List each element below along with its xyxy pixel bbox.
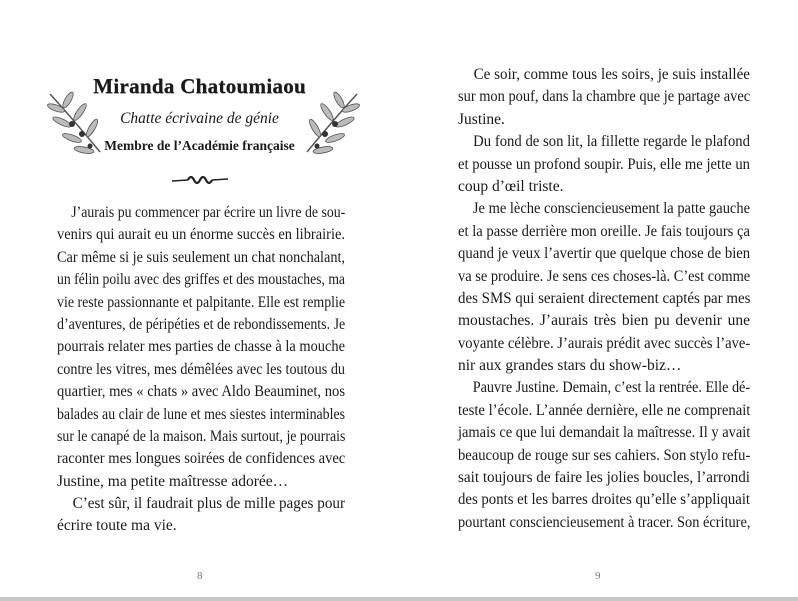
text-line: Ce soir, comme tous les soirs, je suis installée bbox=[473, 66, 750, 83]
ornament-divider-icon bbox=[172, 174, 228, 186]
text-line: Pauvre Justine. Demain, c’est la rentrée. Elle dé- bbox=[472, 379, 751, 397]
text-line: Je me lèche consciencieusement la patte gauche bbox=[472, 200, 750, 218]
text-line: pourtant consciencieusement à tracer. Son écriture, bbox=[458, 513, 751, 531]
left-page-text bbox=[57, 202, 345, 538]
page-number: 8 bbox=[197, 570, 203, 582]
text-line: quand je veux l’avertir que quelque chose de bien bbox=[458, 245, 751, 263]
text-line: sur mon pouf, dans la chambre que je partage avec bbox=[458, 88, 751, 106]
text-line: J’aurais pu commencer par écrire un livre de sou- bbox=[71, 204, 346, 221]
text-line: Du fond de son lit, la fillette regarde le plafond bbox=[473, 133, 750, 151]
author-membership: Membre de l’Académie française bbox=[104, 138, 295, 153]
text-line: balades au clair de lune et mes siestes interminables bbox=[57, 405, 345, 423]
viewer-bottom-edge bbox=[0, 597, 798, 601]
text-line: et la passe derrière mon oreille. Je fais toujours ça bbox=[458, 222, 750, 240]
text-line: beaucoup de rouge sur ses cahiers. Son stylo refu- bbox=[458, 446, 751, 464]
text-line: venirs qui aurait eu un énorme succès en librairie. bbox=[57, 226, 345, 244]
text-line: teste l’école. L’année dernière, elle ne comprenait bbox=[458, 401, 751, 419]
text-line: C’est sûr, il faudrait plus de mille pages pour bbox=[72, 495, 346, 513]
text-line: vie reste passionnante et palpitante. Elle est remplie bbox=[57, 293, 346, 311]
text-line: voyante célèbre. J’aurais prédit avec succès l’ave- bbox=[458, 334, 751, 352]
text-line: moustaches. J’aurais très bien pu devenir une bbox=[458, 312, 750, 330]
text-line: raconter mes longues soirées de confidences avec bbox=[57, 450, 346, 468]
right-page bbox=[399, 0, 798, 597]
text-line: va se produire. Je sens ces choses-là. C’est comme bbox=[458, 267, 751, 285]
left-page bbox=[0, 0, 399, 597]
author-subtitle: Chatte écrivaine de génie bbox=[120, 110, 279, 127]
text-line: des SMS qui seraient directement captés par mes bbox=[458, 289, 751, 307]
text-line: sait toujours de faire les jolies boucles, l’arrondi bbox=[458, 469, 750, 487]
text-line: et pousse un profond soupir. Puis, elle me jette un bbox=[458, 155, 750, 173]
text-line: pourrais relater mes parties de chasse à la mouche bbox=[57, 338, 345, 356]
text-line: d’aventures, de péripéties et de rebondissements. Je bbox=[57, 315, 346, 333]
text-line: Car même si je suis seulement un chat nonchalant, bbox=[57, 248, 345, 266]
right-page-text bbox=[458, 64, 750, 534]
text-line: jamais ce que lui demandait la maîtresse. Il y avait bbox=[458, 424, 751, 442]
text-line: Justine. bbox=[458, 110, 505, 128]
text-line: Justine, ma petite maîtresse adorée… bbox=[57, 472, 289, 490]
text-line: coup d’œil triste. bbox=[458, 177, 564, 195]
text-line: quartier, mes « chats » avec Aldo Beauminet, nos bbox=[57, 383, 345, 401]
text-line: un félin poilu avec des griffes et des moustaches, ma bbox=[57, 271, 345, 289]
text-line: sur le canapé de la maison. Mais surtout, je pourrais bbox=[57, 427, 346, 445]
page-number: 9 bbox=[595, 570, 601, 582]
text-line: nir aux grandes stars du show-biz… bbox=[458, 357, 682, 375]
author-name: Miranda Chatoumiaou bbox=[93, 74, 306, 98]
text-line: des ponts et les barres droites qu’elle s’appliquait bbox=[458, 491, 751, 509]
text-line: écrire toute ma vie. bbox=[57, 517, 177, 535]
text-line: contre les vitres, mes démêlées avec les toutous du bbox=[57, 360, 345, 378]
